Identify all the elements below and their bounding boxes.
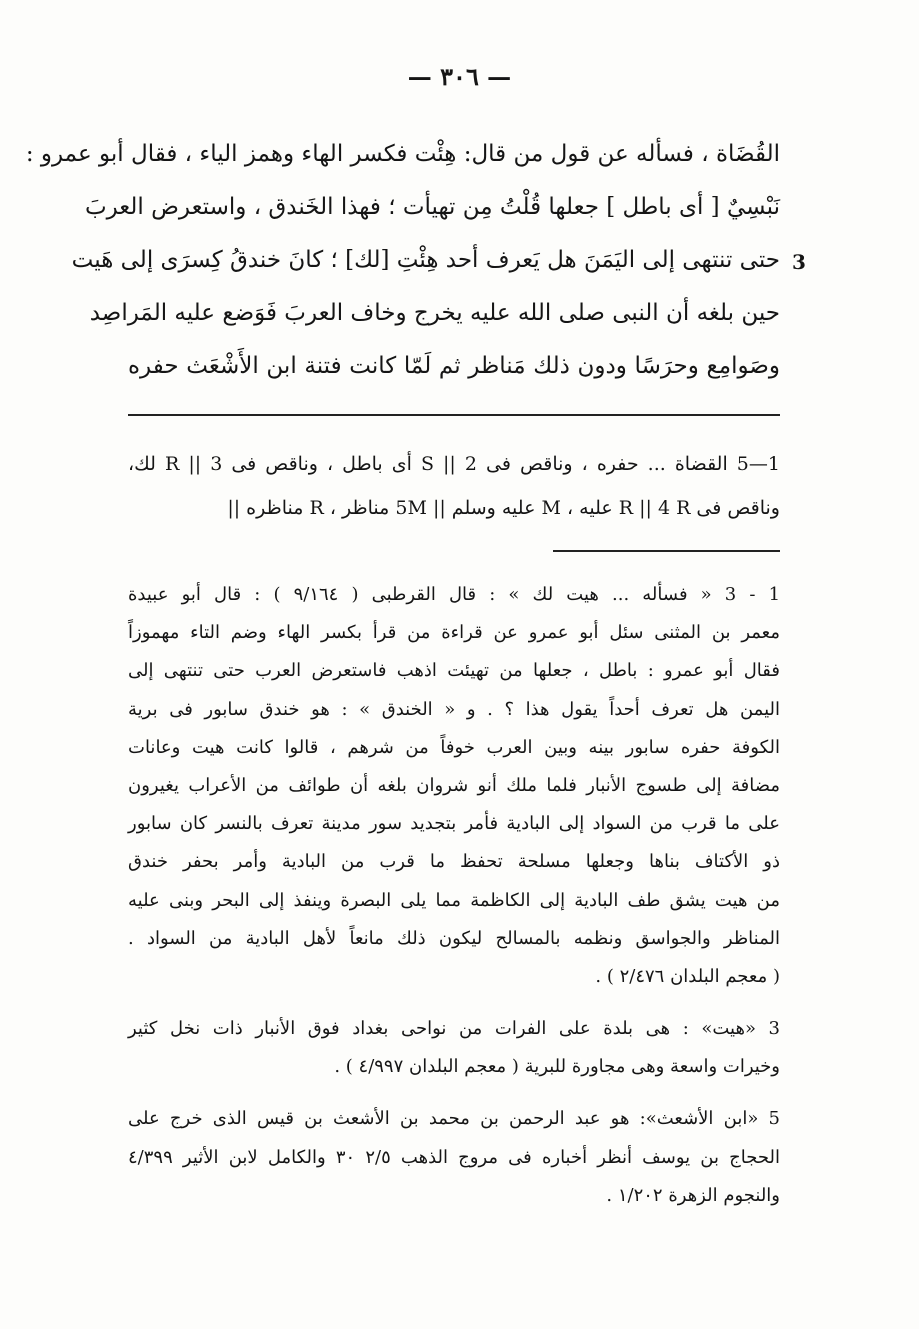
footnote-line: 3 «هيت» : هى بلدة على الفرات من نواحى بغداد فوق الأنبار ذات نخل كثير [128,1018,780,1040]
page-number: — ٣٠٦ — [407,62,512,91]
footnote-line: الكوفة حفره سابور بينه وبين العرب خوفاً من شرهم ، قالوا كانت هيت وعانات [128,736,780,758]
footnote-line: معمر بن المثنى سئل أبو عمرو عن قراءة من قرأ بكسر الهاء وضم التاء مهموزاً [128,622,780,644]
footnote-block [128,1100,780,1215]
footnote-block [128,576,780,996]
apparatus-line: وناقص فى R || 4 R عليه ، M عليه وسلم || 5M مناظر ، R مناظره || [227,497,780,519]
footnote-line: وخيرات واسعة وهى مجاورة للبرية ( معجم البلدان ٤/٩٩٧ ) . [334,1056,780,1078]
main-text-line: القُضَاة ، فسأله عن قول من قال: هِئْت فكسر الهاء وهمز الياء ، فقال أبو عمرو : [25,141,780,167]
footnote-line: من هيت يشق طف البادية إلى الكاظمة مما يلى البصرة وينفذ إلى البحر وبنى عليه [128,889,780,911]
footnotes [128,576,780,1215]
line-number-marker: 3 [792,250,806,274]
footnote-line: 1 - 3 « فسأله ... هيت لك » : قال القرطبى ( ٩/١٦٤ ) : قال أبو عبيدة [128,584,781,605]
main-text-line: نَبْسِيٌ [ أى باطل ] جعلها قُلْتُ مِن تهيأت ؛ فهذا الخَندق ، واستعرض العربَ [84,194,780,220]
main-text-line: حين بلغه أن النبى صلى الله عليه يخرج وخاف العربَ فَوَضع عليه المَراصِد [89,300,780,326]
footnote-line: اليمن هل تعرف أحداً يقول هذا ؟ . و « الخندق » : هو خندق سابور فى برية [128,698,780,720]
main-text-line: حتى تنتهى إلى اليَمَنَ هل يَعرف أحد هِئْتِ [لك] ؛ كانَ خندقُ كِسرَى إلى هَيت [71,247,780,273]
footnote-line: فقال أبو عمرو : باطل ، جعلها من تهيئت اذهب فاستعرض العرب حتى تنتهى إلى [128,660,780,682]
footnote-line: مضافة إلى طسوج الأنبار فلما ملك أنو شروان بلغه أن طوائف من الأعراب يغيرون [128,774,780,796]
footnote-line: على ما قرب من السواد إلى البادية فأمر بتجديد سور مدينة تعرف بالنسر كان سابور [128,813,780,835]
footnote-line: الحجاج بن يوسف أنظر أخباره فى مروج الذهب ٢/٥ ٣٠ والكامل لابن الأثير ٤/٣٩٩ [128,1146,780,1168]
divider-rule [128,414,780,416]
footnote-line: والنجوم الزهرة ١/٢٠٢ . [606,1184,780,1206]
main-text [25,128,780,393]
main-text-line: وصَوامِع وحرَسًا ودون ذلك مَناظر ثم لَمّا كانت فتنة ابن الأَشْعَث حفره [128,353,780,379]
critical-apparatus [128,442,780,530]
footnote-line: 5 «ابن الأشعث»: هو عبد الرحمن بن محمد بن الأشعث بن قيس الذى خرج على [128,1108,780,1130]
footnote-divider [553,550,780,552]
footnote-line: ( معجم البلدان ٢/٤٧٦ ) . [595,965,780,987]
apparatus-line: 1—5 القضاة ... حفره ، وناقص فى S || 2 أى باطل ، وناقص فى R || 3 لك، [128,453,780,475]
footnote-line: ذو الأكتاف بناها وجعلها مسلحة تحفظ ما قرب من البادية وأمر بحفر خندق [128,851,780,873]
footnote-line: المناظر والجواسق ونظمه بالمسالح ليكون ذلك مانعاً لأهل البادية من السواد . [128,927,780,949]
footnote-block [128,1010,780,1086]
